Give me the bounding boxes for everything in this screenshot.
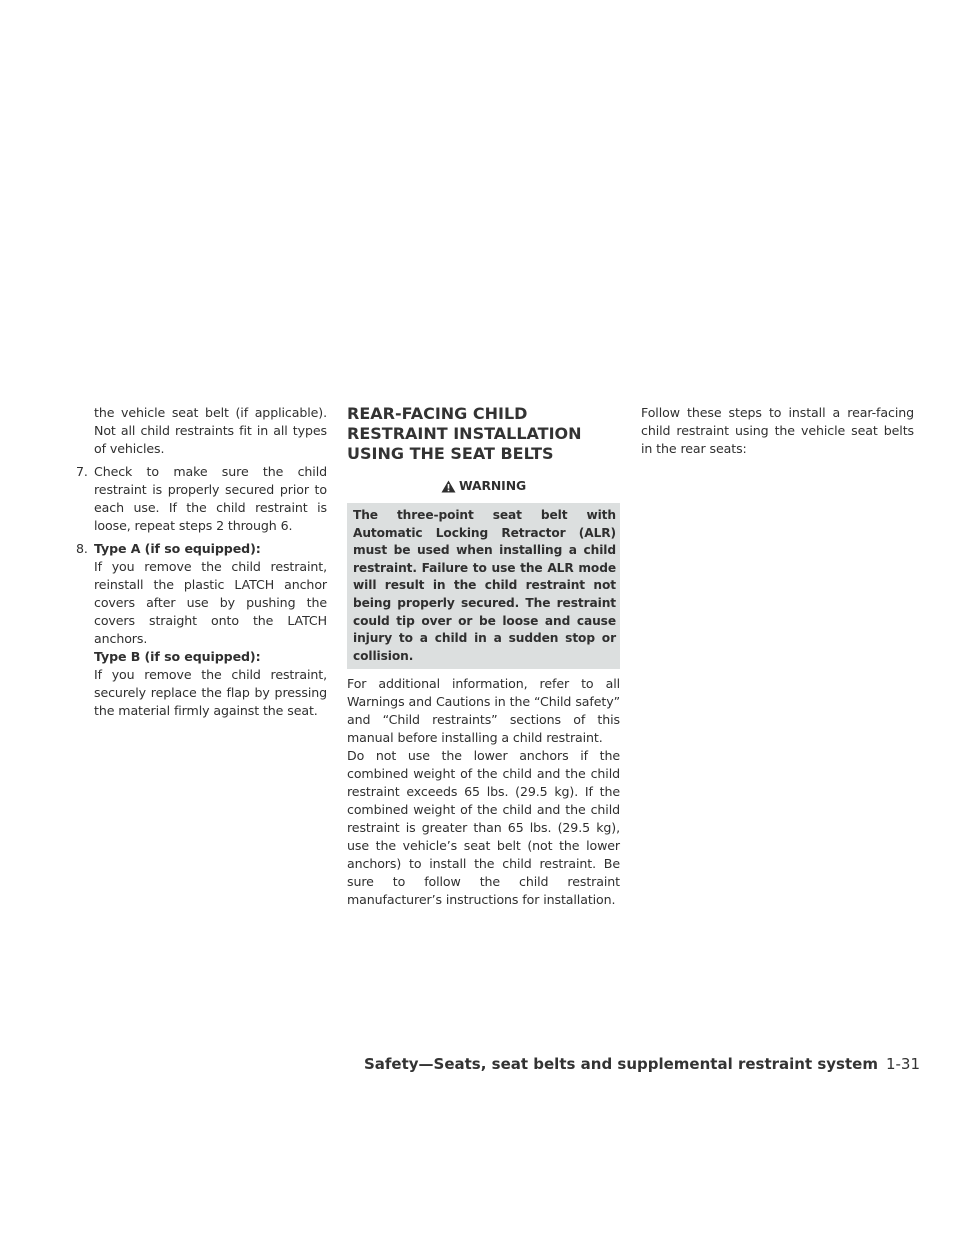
left-column (76, 404, 327, 720)
step-text: Check to make sure the child restraint is properly secured prior to each use. If the child restraint is loose, repeat steps 2 through 6. (94, 464, 327, 533)
warning-box (347, 474, 620, 669)
warning-label: WARNING (458, 478, 527, 493)
middle-column (347, 404, 620, 909)
warning-text: The three-point seat belt with Automatic Locking Retractor (ALR) must be used when installing a child restraint. Failure to use the ALR mode will result in the child restraint not being properly secured. The restraint could tip over or be loose and cause injury to a child in a sudden stop or collision. (353, 508, 616, 663)
page-number: 1-31 (885, 1055, 920, 1073)
paragraph: For additional information, refer to all Warnings and Cautions in the “Child safety” and “Child restraints” sections of this manual before installing a child restraint. (347, 676, 620, 746)
type-b-text: If you remove the child restraint, securely replace the flap by pressing the material firmly against the seat. (94, 667, 327, 718)
warning-triangle-icon (441, 480, 456, 493)
section-title: Safety—Seats, seat belts and supplemental restraint system (363, 1055, 878, 1073)
type-a-label: Type A (if so equipped): (94, 541, 261, 556)
type-b-label: Type B (if so equipped): (94, 649, 261, 664)
page-footer (364, 1055, 920, 1073)
right-column (641, 404, 914, 458)
paragraph: Follow these steps to install a rear-facing child restraint using the vehicle seat belts in the rear seats: (641, 405, 914, 456)
section-heading: REAR-FACING CHILD RESTRAINT INSTALLATION USING THE SEAT BELTS (347, 404, 582, 463)
step-7 (76, 463, 327, 535)
warning-header (347, 474, 620, 503)
step-number: 7. (76, 464, 88, 479)
step-number: 8. (76, 541, 88, 556)
type-a-text: If you remove the child restraint, reinstall the plastic LATCH anchor covers after use by pushing the covers straight onto the LATCH anchors. (94, 559, 327, 646)
step-8 (76, 540, 327, 558)
paragraph: Do not use the lower anchors if the combined weight of the child and the child restraint exceeds 65 lbs. (29.5 kg). If the combined weight of the child and the child restraint is greater than 65 lbs. (29.5 kg), use the vehicle’s seat belt (not the lower anchors) to install the child restraint. Be sure to follow the child restraint manufacturer’s instructions for installation. (347, 748, 620, 908)
continuation-text: the vehicle seat belt (if applicable). Not all child restraints fit in all types of vehicles. (94, 405, 327, 456)
